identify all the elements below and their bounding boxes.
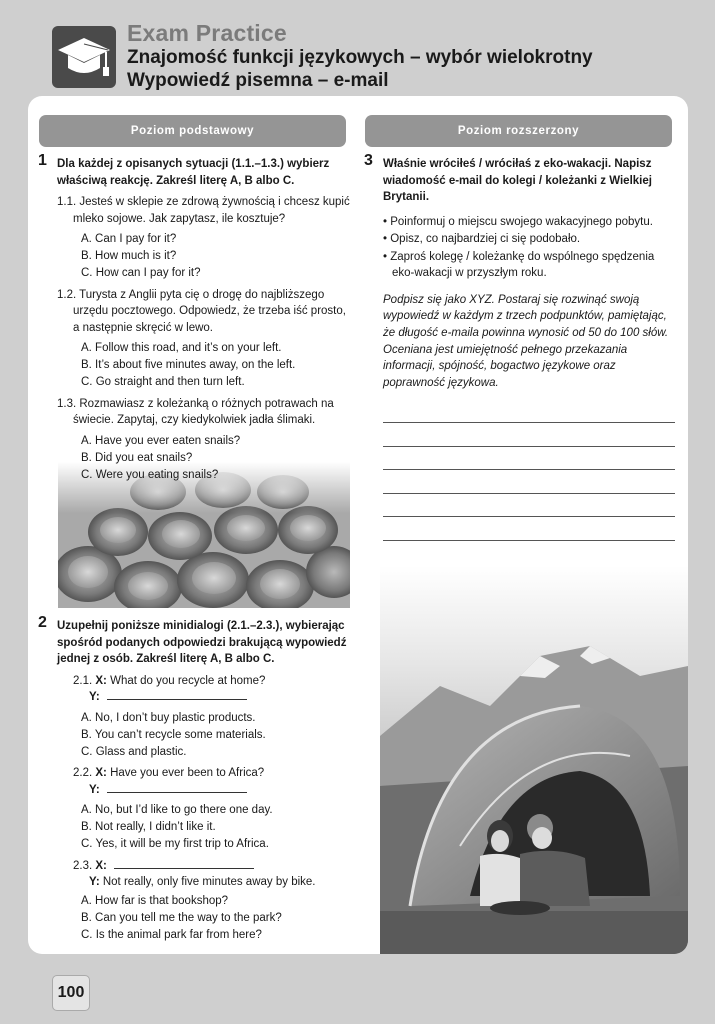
writing-line[interactable] xyxy=(383,423,675,447)
task-1-item-1: 1.1. Jesteś w sklepie ze zdrową żywnością i chcesz kupić mleko sojowe. Jak zapytasz, ile kosztuje? xyxy=(57,196,350,225)
option-1-2-c[interactable]: C. Go straight and then turn left. xyxy=(81,376,245,388)
section-subtitle-2: Wypowiedź pisemna – e-mail xyxy=(127,70,389,91)
task-3-instruction: 3 Właśnie wróciłeś / wróciłaś z eko-wakacji. Napisz wiadomość e-mail do kolegi / koleżanki z Wielkiej Brytanii. xyxy=(364,152,652,203)
option-2-2-c[interactable]: C. Yes, it will be my first trip to Africa. xyxy=(81,838,269,850)
option-1-1-c[interactable]: C. How can I pay for it? xyxy=(81,267,201,279)
exam-practice-title: Exam Practice xyxy=(127,20,287,46)
page-header xyxy=(0,0,715,96)
dialog-2-1-y: Y: xyxy=(38,689,353,706)
task-3-note: Podpisz się jako XYZ. Postaraj się rozwinąć swoją wypowiedź w każdym z trzech podpunktów, pamiętając, że długość e-maila powinna wynosić od 50 do 100 słów. Oceniana jest umiejętność pełnego przekazania informacji, spójność, bogactwo językowe oraz poprawność językowa. xyxy=(383,293,669,390)
option-1-3-b[interactable]: B. Did you eat snails? xyxy=(81,451,193,464)
right-column xyxy=(364,152,676,541)
dialog-2-3-x: 2.3. X: xyxy=(38,858,353,875)
writing-line[interactable] xyxy=(383,447,675,471)
page-number: 100 xyxy=(52,975,90,1011)
task-3-bullets xyxy=(364,214,676,282)
task-1-item-3: 1.3. Rozmawiasz z koleżanką o różnych potrawach na świecie. Zapytaj, czy kiedykolwiek jadła ślimaki. xyxy=(57,397,334,426)
option-1-2-b[interactable]: B. It’s about five minutes away, on the left. xyxy=(81,359,296,371)
task-2-instruction: 2 Uzupełnij poniższe minidialogi (2.1.–2.3.), wybierając spośród podanych odpowiedzi brakującą wypowiedź jednej z osób. Zakreśl literę A, B albo C. xyxy=(38,614,347,665)
left-column xyxy=(38,152,353,483)
option-1-2-a[interactable]: A. Follow this road, and it’s on your left. xyxy=(81,342,282,354)
task-3-number: 3 xyxy=(364,152,373,169)
task-2-number: 2 xyxy=(38,614,47,631)
graduation-cap-logo xyxy=(52,26,116,88)
graduation-cap-icon xyxy=(56,34,112,82)
level-basic-label: Poziom podstawowy xyxy=(39,115,346,147)
section-subtitle-1: Znajomość funkcji językowych – wybór wielokrotny xyxy=(127,47,593,68)
dialog-2-1-x: 2.1. X: What do you recycle at home? xyxy=(73,674,266,687)
task-1-item-2: 1.2. Turysta z Anglii pyta cię o drogę do najbliższego urzędu pocztowego. Odpowiedz, że trzeba iść prosto, a następnie skręcić w lewo. xyxy=(57,288,346,334)
left-column-task-2 xyxy=(38,614,353,943)
answer-blank-2-2[interactable] xyxy=(107,782,247,793)
snails-photo xyxy=(58,462,350,608)
dialog-2-2-y: Y: xyxy=(38,782,353,799)
option-2-1-b[interactable]: B. You can’t recycle some materials. xyxy=(81,728,266,741)
writing-line[interactable] xyxy=(383,400,675,424)
option-2-3-a[interactable]: A. How far is that bookshop? xyxy=(81,894,229,907)
task-1-instruction: 1 Dla każdej z opisanych sytuacji (1.1.–1.3.) wybierz właściwą reakcję. Zakreśl literę A, B albo C. xyxy=(38,152,330,187)
option-1-1-b[interactable]: B. How much is it? xyxy=(81,250,177,262)
dialog-2-3-y: Y: Not really, only five minutes away by bike. xyxy=(89,876,316,888)
task-1-number: 1 xyxy=(38,152,47,169)
answer-blank-2-3[interactable] xyxy=(114,858,254,869)
bullet-item: • Zaproś kolegę / koleżankę do wspólnego spędzenia eko-wakacji w przyszłym roku. xyxy=(383,250,655,279)
answer-blank-2-1[interactable] xyxy=(107,689,247,700)
worksheet-page xyxy=(28,96,688,954)
option-2-1-a[interactable]: A. No, I don’t buy plastic products. xyxy=(81,711,256,724)
option-2-3-c[interactable]: C. Is the animal park far from here? xyxy=(81,928,262,941)
bullet-item: • Opisz, co najbardziej ci się podobało. xyxy=(383,233,581,245)
bullet-item: • Poinformuj o miejscu swojego wakacyjnego pobytu. xyxy=(383,215,653,228)
writing-line[interactable] xyxy=(383,494,675,518)
option-1-3-c[interactable]: C. Were you eating snails? xyxy=(81,468,219,481)
option-2-1-c[interactable]: C. Glass and plastic. xyxy=(81,745,187,758)
writing-line[interactable] xyxy=(383,470,675,494)
writing-lines[interactable] xyxy=(383,400,676,541)
option-1-3-a[interactable]: A. Have you ever eaten snails? xyxy=(81,434,241,447)
dialog-2-2-x: 2.2. X: Have you ever been to Africa? xyxy=(73,767,265,779)
option-2-2-b[interactable]: B. Not really, I didn’t like it. xyxy=(81,821,216,833)
option-2-2-a[interactable]: A. No, but I’d like to go there one day. xyxy=(81,804,273,816)
level-extended-label: Poziom rozszerzony xyxy=(365,115,672,147)
option-1-1-a[interactable]: A. Can I pay for it? xyxy=(81,233,177,245)
camping-photo xyxy=(380,566,688,954)
option-2-3-b[interactable]: B. Can you tell me the way to the park? xyxy=(81,911,282,924)
writing-line[interactable] xyxy=(383,517,675,541)
